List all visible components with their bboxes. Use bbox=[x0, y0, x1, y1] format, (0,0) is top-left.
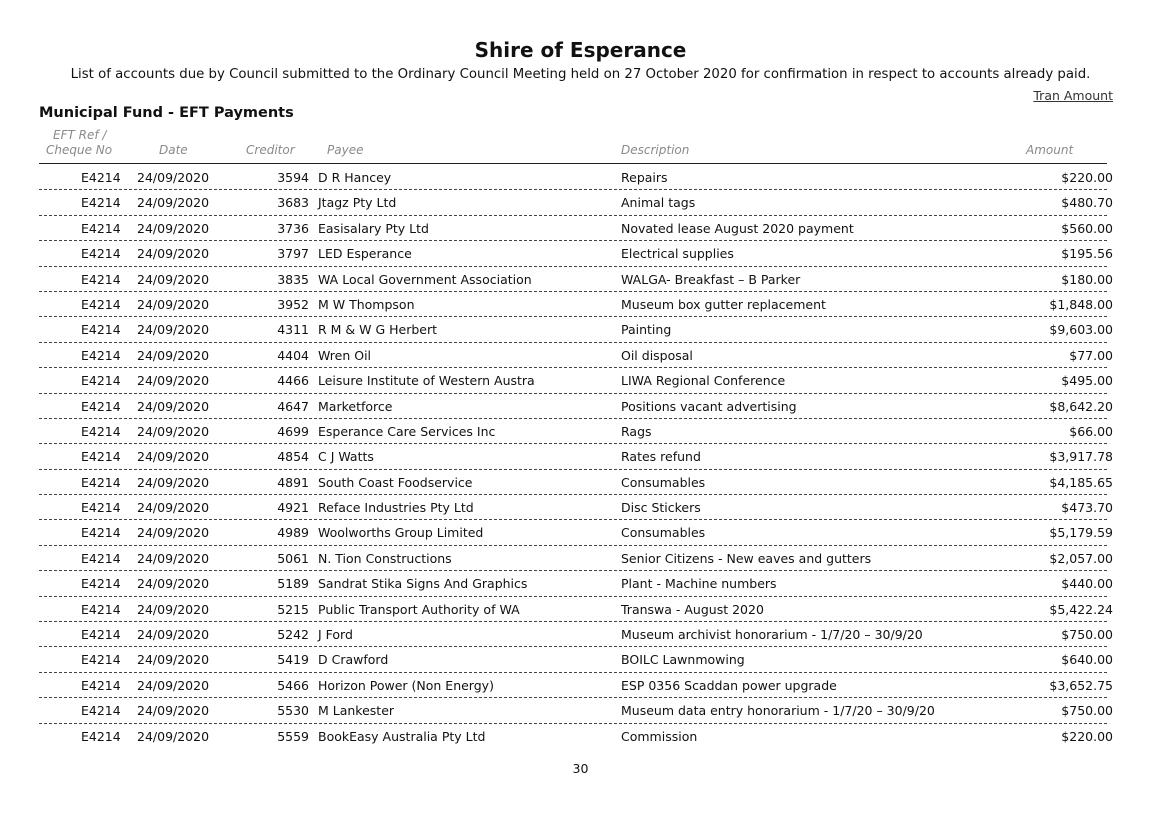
cell-payee: Jtagz Pty Ltd bbox=[318, 195, 397, 211]
cell-description: Rags bbox=[621, 423, 652, 439]
column-header-payee: Payee bbox=[327, 143, 364, 157]
cell-description: Positions vacant advertising bbox=[621, 398, 797, 414]
cell-payee: J Ford bbox=[318, 627, 353, 643]
cell-payee: C J Watts bbox=[318, 449, 374, 465]
cell-date: 24/09/2020 bbox=[137, 703, 210, 719]
cell-ref: E4214 bbox=[81, 677, 121, 693]
cell-date: 24/09/2020 bbox=[137, 500, 210, 516]
page-number: 30 bbox=[572, 761, 589, 776]
cell-creditor: 3736 bbox=[277, 220, 309, 236]
cell-ref: E4214 bbox=[81, 474, 121, 490]
cell-payee: R M & W G Herbert bbox=[318, 322, 438, 338]
cell-date: 24/09/2020 bbox=[137, 474, 210, 490]
cell-description: Consumables bbox=[621, 525, 706, 541]
cell-creditor: 4647 bbox=[277, 398, 309, 414]
cell-creditor: 5061 bbox=[277, 550, 309, 566]
payments-table-body bbox=[0, 165, 1161, 748]
cell-amount: $4,185.65 bbox=[1049, 474, 1113, 490]
table-row bbox=[39, 520, 1113, 545]
cell-amount: $2,057.00 bbox=[1049, 550, 1113, 566]
cell-description: ESP 0356 Scaddan power upgrade bbox=[621, 677, 837, 693]
cell-date: 24/09/2020 bbox=[137, 449, 210, 465]
table-row bbox=[39, 622, 1113, 647]
section-title: Municipal Fund - EFT Payments bbox=[39, 105, 294, 121]
cell-description: Museum archivist honorarium - 1/7/20 – 30/9/20 bbox=[621, 627, 923, 643]
cell-date: 24/09/2020 bbox=[137, 246, 210, 262]
cell-creditor: 5242 bbox=[277, 627, 309, 643]
cell-creditor: 5466 bbox=[277, 677, 309, 693]
page-subtitle: List of accounts due by Council submitted to the Ordinary Council Meeting held on 27 October 2020 for confirmation in respect to accounts already paid. bbox=[70, 67, 1091, 82]
cell-creditor: 4466 bbox=[277, 373, 309, 389]
column-header-ref bbox=[46, 128, 113, 158]
table-row bbox=[39, 317, 1113, 342]
table-row bbox=[39, 343, 1113, 368]
cell-description: Commission bbox=[621, 728, 698, 744]
table-row bbox=[39, 698, 1113, 723]
cell-ref: E4214 bbox=[81, 195, 121, 211]
table-row bbox=[39, 444, 1113, 469]
cell-amount: $8,642.20 bbox=[1049, 398, 1113, 414]
cell-description: Museum data entry honorarium - 1/7/20 – 30/9/20 bbox=[621, 703, 935, 719]
cell-amount: $3,917.78 bbox=[1049, 449, 1113, 465]
cell-payee: M W Thompson bbox=[318, 296, 415, 312]
cell-payee: N. Tion Constructions bbox=[318, 550, 452, 566]
cell-date: 24/09/2020 bbox=[137, 601, 210, 617]
cell-description: Animal tags bbox=[621, 195, 696, 211]
cell-payee: South Coast Foodservice bbox=[318, 474, 473, 490]
cell-payee: D Crawford bbox=[318, 652, 389, 668]
cell-date: 24/09/2020 bbox=[137, 627, 210, 643]
table-row bbox=[39, 165, 1113, 190]
cell-description: Disc Stickers bbox=[621, 500, 701, 516]
cell-date: 24/09/2020 bbox=[137, 423, 210, 439]
cell-amount: $220.00 bbox=[1061, 170, 1113, 185]
table-row bbox=[39, 597, 1113, 622]
cell-amount: $5,179.59 bbox=[1049, 525, 1113, 541]
cell-amount: $9,603.00 bbox=[1049, 322, 1113, 338]
cell-creditor: 3797 bbox=[277, 246, 309, 262]
cell-ref: E4214 bbox=[81, 373, 121, 389]
cell-description: Rates refund bbox=[621, 449, 701, 465]
cell-description: WALGA- Breakfast – B Parker bbox=[621, 271, 801, 287]
table-row bbox=[39, 394, 1113, 419]
cell-date: 24/09/2020 bbox=[137, 525, 210, 541]
cell-amount: $66.00 bbox=[1069, 423, 1113, 439]
table-row bbox=[39, 673, 1113, 698]
column-header-date: Date bbox=[159, 143, 188, 157]
tran-amount-label: Tran Amount bbox=[1033, 88, 1113, 103]
cell-date: 24/09/2020 bbox=[137, 373, 210, 389]
cell-creditor: 4921 bbox=[277, 500, 309, 516]
cell-creditor: 4854 bbox=[277, 449, 309, 465]
cell-payee: D R Hancey bbox=[318, 170, 392, 185]
cell-creditor: 3683 bbox=[277, 195, 309, 211]
cell-creditor: 4989 bbox=[277, 525, 309, 541]
cell-date: 24/09/2020 bbox=[137, 550, 210, 566]
cell-description: Transwa - August 2020 bbox=[621, 601, 764, 617]
cell-amount: $77.00 bbox=[1069, 347, 1113, 363]
page-title: Shire of Esperance bbox=[474, 38, 687, 62]
cell-amount: $750.00 bbox=[1061, 627, 1113, 643]
cell-ref: E4214 bbox=[81, 296, 121, 312]
cell-description: Consumables bbox=[621, 474, 706, 490]
cell-payee: WA Local Government Association bbox=[318, 271, 532, 287]
cell-payee: Leisure Institute of Western Austra bbox=[318, 373, 535, 389]
cell-amount: $1,848.00 bbox=[1049, 296, 1113, 312]
cell-amount: $480.70 bbox=[1061, 195, 1113, 211]
header-divider bbox=[39, 163, 1107, 164]
cell-payee: Horizon Power (Non Energy) bbox=[318, 677, 494, 693]
cell-ref: E4214 bbox=[81, 703, 121, 719]
cell-ref: E4214 bbox=[81, 347, 121, 363]
cell-description: Plant - Machine numbers bbox=[621, 576, 777, 592]
cell-description: BOILC Lawnmowing bbox=[621, 652, 745, 668]
cell-ref: E4214 bbox=[81, 550, 121, 566]
cell-date: 24/09/2020 bbox=[137, 322, 210, 338]
cell-ref: E4214 bbox=[81, 576, 121, 592]
column-header-ref-line2: Cheque No bbox=[46, 143, 113, 157]
cell-amount: $220.00 bbox=[1061, 728, 1113, 744]
cell-amount: $195.56 bbox=[1061, 246, 1113, 262]
cell-date: 24/09/2020 bbox=[137, 347, 210, 363]
cell-creditor: 4891 bbox=[277, 474, 309, 490]
table-row bbox=[39, 267, 1113, 292]
cell-ref: E4214 bbox=[81, 449, 121, 465]
table-row bbox=[39, 647, 1113, 672]
cell-ref: E4214 bbox=[81, 246, 121, 262]
cell-payee: Wren Oil bbox=[318, 347, 372, 363]
cell-creditor: 5419 bbox=[277, 652, 309, 668]
cell-creditor: 5189 bbox=[277, 576, 309, 592]
cell-amount: $5,422.24 bbox=[1049, 601, 1113, 617]
cell-ref: E4214 bbox=[81, 652, 121, 668]
table-row bbox=[39, 368, 1113, 393]
cell-ref: E4214 bbox=[81, 170, 121, 185]
cell-payee: Woolworths Group Limited bbox=[318, 525, 484, 541]
column-header-description: Description bbox=[621, 143, 690, 157]
cell-payee: BookEasy Australia Pty Ltd bbox=[318, 728, 486, 744]
cell-creditor: 5530 bbox=[277, 703, 309, 719]
cell-creditor: 3594 bbox=[277, 170, 309, 185]
cell-creditor: 4404 bbox=[277, 347, 309, 363]
cell-date: 24/09/2020 bbox=[137, 677, 210, 693]
table-row bbox=[39, 495, 1113, 520]
cell-ref: E4214 bbox=[81, 220, 121, 236]
cell-date: 24/09/2020 bbox=[137, 170, 210, 185]
cell-creditor: 3835 bbox=[277, 271, 309, 287]
cell-payee: Public Transport Authority of WA bbox=[318, 601, 520, 617]
cell-ref: E4214 bbox=[81, 423, 121, 439]
cell-amount: $180.00 bbox=[1061, 271, 1113, 287]
column-header-amount: Amount bbox=[1026, 143, 1074, 157]
cell-payee: LED Esperance bbox=[318, 246, 412, 262]
cell-creditor: 5559 bbox=[277, 728, 309, 744]
cell-date: 24/09/2020 bbox=[137, 728, 210, 744]
table-row bbox=[39, 419, 1113, 444]
cell-ref: E4214 bbox=[81, 322, 121, 338]
cell-description: Painting bbox=[621, 322, 672, 338]
cell-creditor: 5215 bbox=[277, 601, 309, 617]
table-row bbox=[39, 470, 1113, 495]
column-header-creditor: Creditor bbox=[246, 143, 295, 157]
cell-date: 24/09/2020 bbox=[137, 296, 210, 312]
cell-ref: E4214 bbox=[81, 728, 121, 744]
cell-payee: M Lankester bbox=[318, 703, 395, 719]
table-row bbox=[39, 241, 1113, 266]
table-row bbox=[39, 292, 1113, 317]
cell-amount: $640.00 bbox=[1061, 652, 1113, 668]
cell-ref: E4214 bbox=[81, 525, 121, 541]
cell-ref: E4214 bbox=[81, 271, 121, 287]
cell-creditor: 3952 bbox=[277, 296, 309, 312]
cell-description: Senior Citizens - New eaves and gutters bbox=[621, 550, 872, 566]
cell-description: Repairs bbox=[621, 170, 668, 185]
cell-description: LIWA Regional Conference bbox=[621, 373, 786, 389]
cell-payee: Easisalary Pty Ltd bbox=[318, 220, 429, 236]
cell-description: Museum box gutter replacement bbox=[621, 296, 826, 312]
cell-amount: $495.00 bbox=[1061, 373, 1113, 389]
cell-amount: $473.70 bbox=[1061, 500, 1113, 516]
cell-ref: E4214 bbox=[81, 601, 121, 617]
cell-amount: $560.00 bbox=[1061, 220, 1113, 236]
table-row bbox=[39, 571, 1113, 596]
cell-ref: E4214 bbox=[81, 398, 121, 414]
cell-payee: Reface Industries Pty Ltd bbox=[318, 500, 474, 516]
cell-payee: Marketforce bbox=[318, 398, 393, 414]
cell-amount: $3,652.75 bbox=[1049, 677, 1113, 693]
cell-creditor: 4311 bbox=[277, 322, 309, 338]
cell-date: 24/09/2020 bbox=[137, 576, 210, 592]
cell-description: Novated lease August 2020 payment bbox=[621, 220, 854, 236]
cell-ref: E4214 bbox=[81, 500, 121, 516]
table-row bbox=[39, 724, 1113, 748]
cell-payee: Esperance Care Services Inc bbox=[318, 423, 496, 439]
cell-ref: E4214 bbox=[81, 627, 121, 643]
cell-creditor: 4699 bbox=[277, 423, 309, 439]
column-header-ref-line1: EFT Ref / bbox=[53, 128, 107, 142]
cell-date: 24/09/2020 bbox=[137, 271, 210, 287]
cell-amount: $440.00 bbox=[1061, 576, 1113, 592]
cell-date: 24/09/2020 bbox=[137, 195, 210, 211]
cell-payee: Sandrat Stika Signs And Graphics bbox=[318, 576, 528, 592]
table-row bbox=[39, 216, 1113, 241]
cell-description: Oil disposal bbox=[621, 347, 693, 363]
cell-amount: $750.00 bbox=[1061, 703, 1113, 719]
cell-description: Electrical supplies bbox=[621, 246, 734, 262]
table-row bbox=[39, 546, 1113, 571]
table-row bbox=[39, 190, 1113, 215]
cell-date: 24/09/2020 bbox=[137, 220, 210, 236]
cell-date: 24/09/2020 bbox=[137, 398, 210, 414]
cell-date: 24/09/2020 bbox=[137, 652, 210, 668]
